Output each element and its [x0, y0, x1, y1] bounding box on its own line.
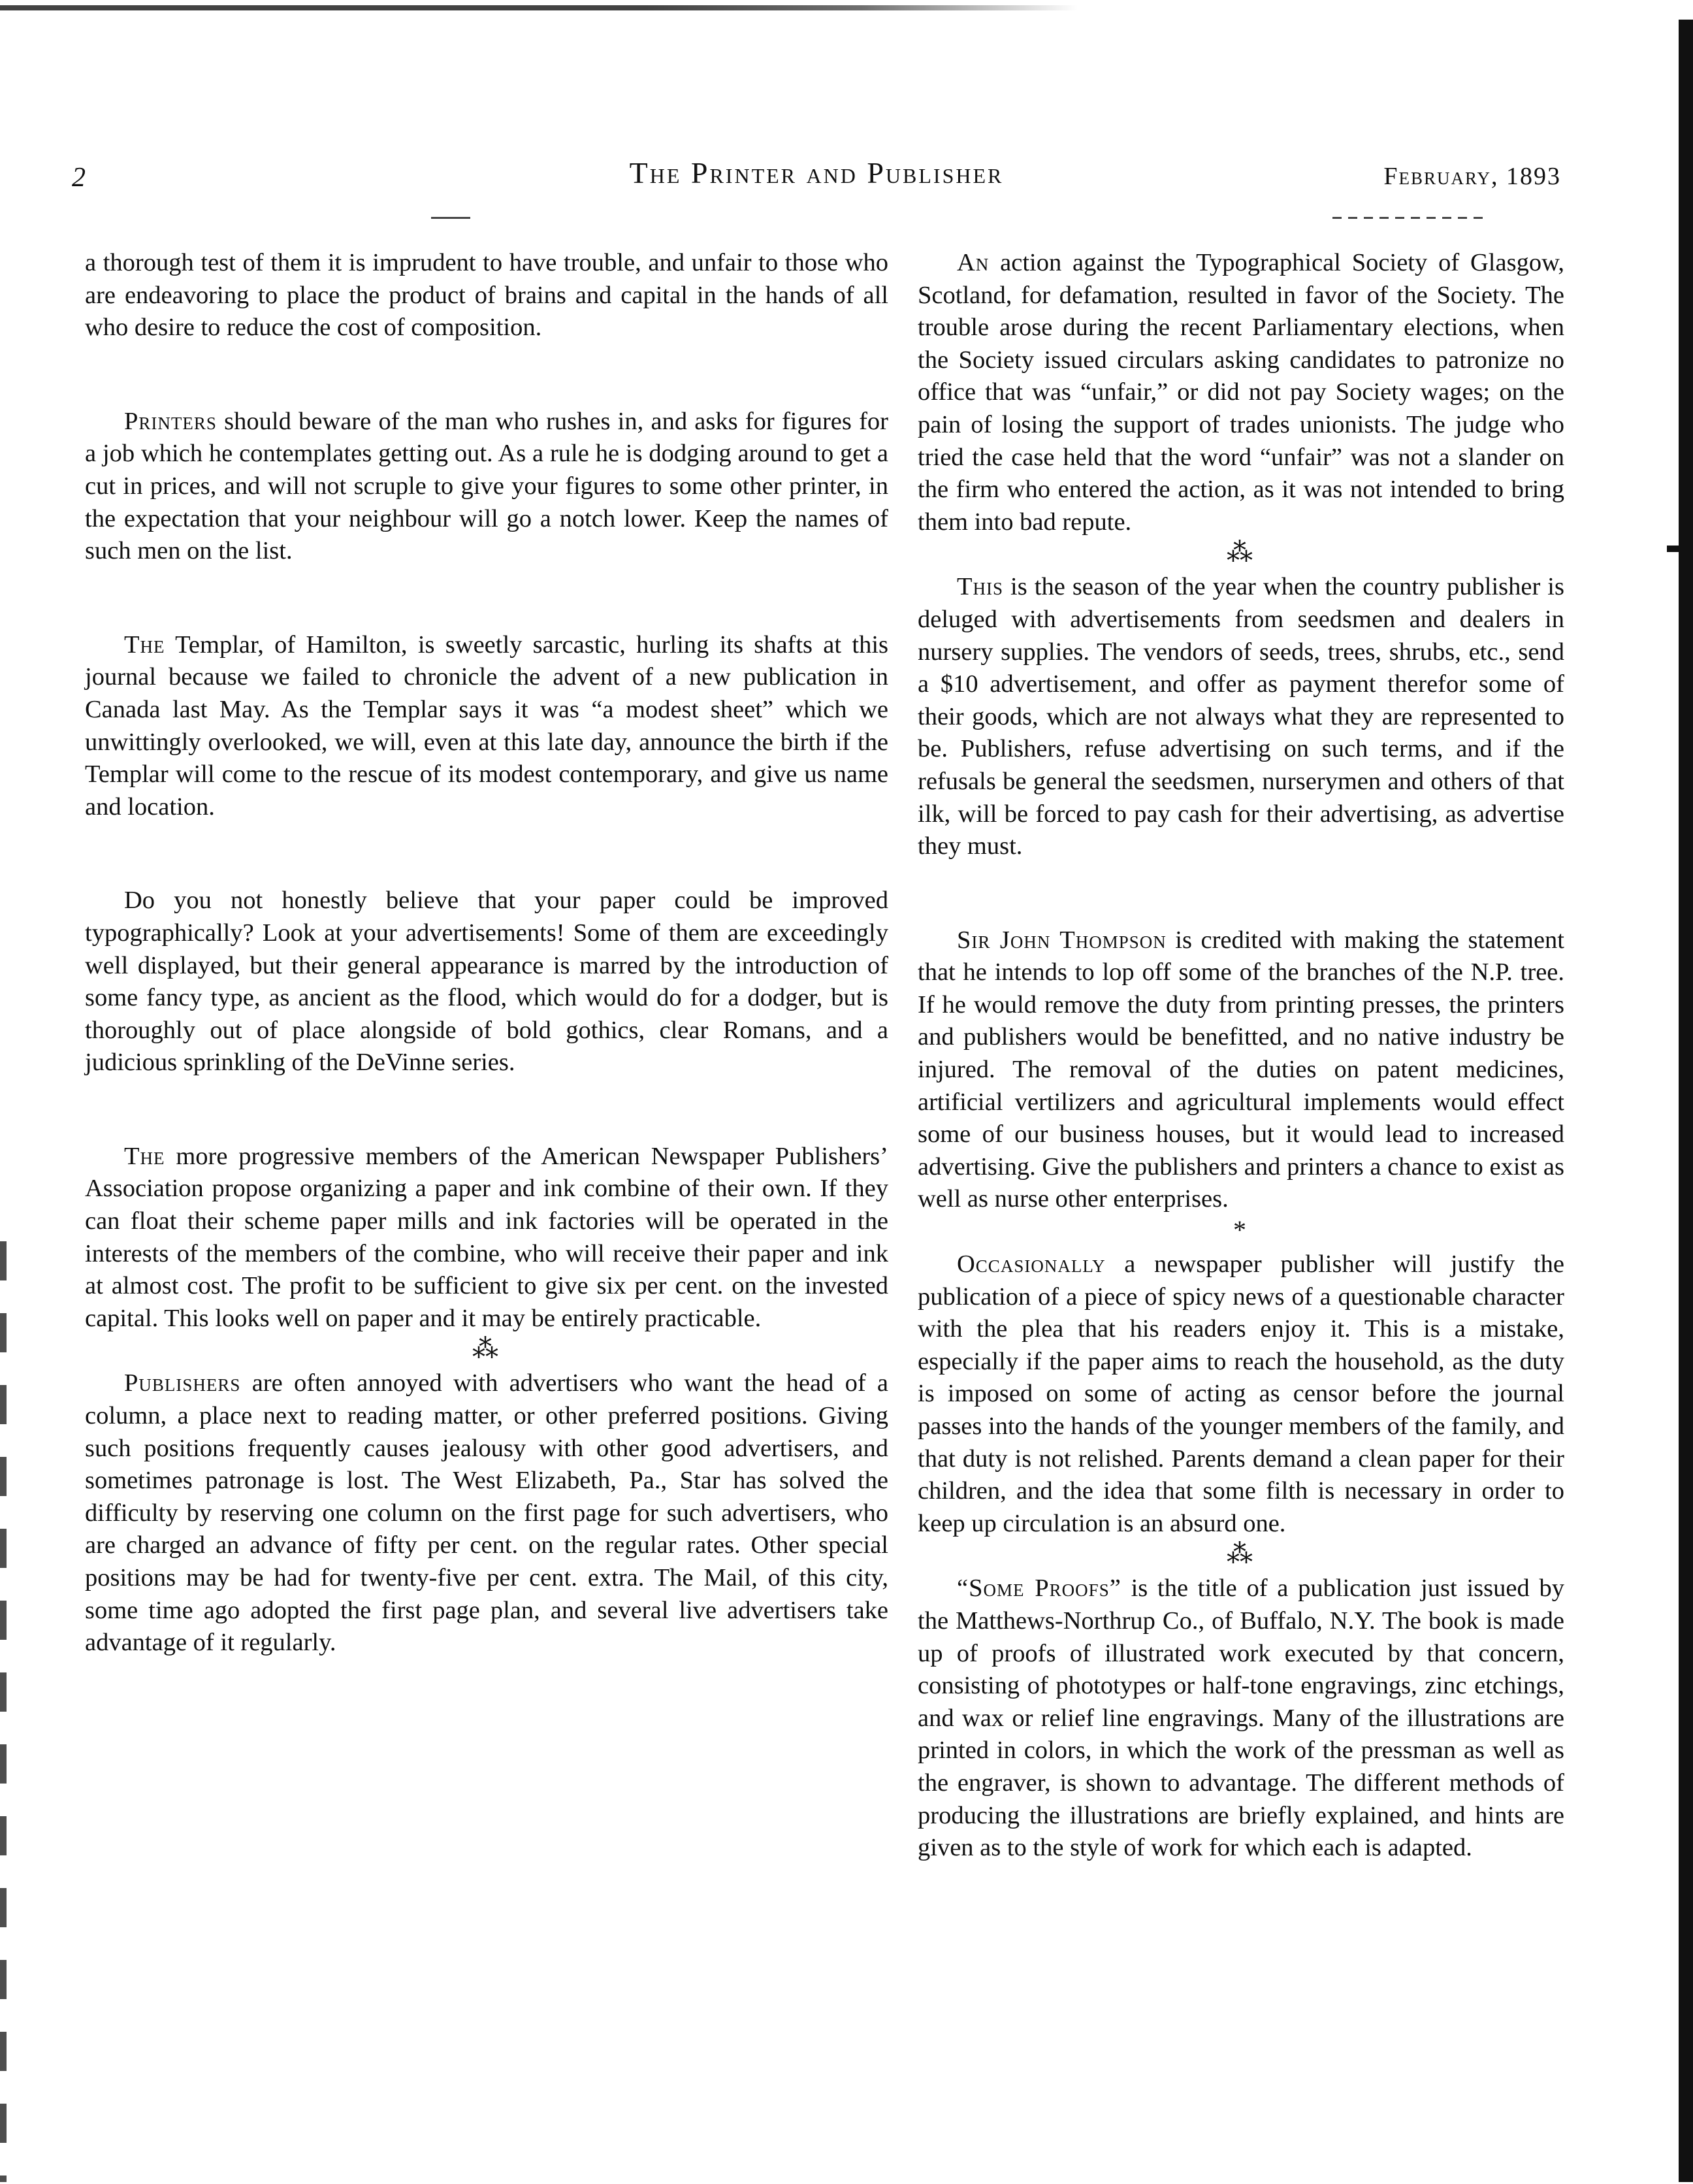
paragraph-preferred-positions [85, 1367, 888, 1659]
paragraph-spacer [918, 863, 1564, 924]
paragraph-body: action against the Typographical Society of Glasgow, Scotland, for defamation, resulted in favor of the Society. The trouble arose during the recent Parliamentary elections, when the Society issued circulars asking candidates to patronize no office that was “unfair,” or did not pay Society wages; on the pain of losing the support of trades unionists. The judge who tried the case held that the word “unfair” was not a slander on the firm who entered the action, as it was not intended to bring them into bad repute. [918, 249, 1564, 536]
star-ornament: * [1233, 1215, 1249, 1245]
paragraph-body: is credited with making the statement that he intends to lop off some of the branches of the N.P. tree. If he would remove the duty from printing presses, the printers and publishers would be benefitted, and no native industry be injured. The removal of the duties on patent medicines, artificial vertilizers and agricultural implements would effect some of our business houses, but it would lead to increased advertising. Give the publishers and printers a chance to exist as well as nurse other enterprises. [918, 926, 1565, 1213]
paragraph-body: is the season of the year when the country publisher is deluged with advertisements from seedsmen and dealers in nursery supplies. The vendors of seeds, trees, shrubs, etc., send a $10 advertisement, and offer as payment therefor some of their goods, which are not always what they are represented to be. Publishers, refuse advertising on such terms, and if the refusals be general the seedsmen, nurserymen and others of that ilk, will be forced to pay cash for their advertising, as advertise they must. [918, 573, 1564, 860]
running-header [72, 155, 1561, 208]
asterism-ornament: ⁂ [1227, 538, 1255, 568]
lead-word: An [957, 249, 990, 276]
lead-word: The [124, 630, 165, 659]
scan-right-edge [1679, 20, 1693, 2182]
scan-top-edge [0, 5, 1078, 10]
header-rule-left [431, 217, 470, 219]
paragraph-composition-continued: a thorough test of them it is imprudent to have trouble, and unfair to those who are endeavoring to place the product of brains and capital in the hands of all who desire to reduce the cost of composition. [85, 249, 888, 342]
lead-word: Publishers [124, 1369, 241, 1397]
lead-word: Printers [124, 407, 217, 435]
paragraph-spacer [85, 823, 888, 885]
lead-word: “Some Proofs” [957, 1574, 1121, 1603]
paragraph-seedsmen [918, 571, 1564, 862]
right-column [918, 247, 1564, 1865]
paragraph-typography: Do you not honestly believe that your paper could be improved typographically? Look at your advertisements! Some of them are exceedingly well displayed, but their general appearance is marred by the introduction of some fancy type, as ancient as the flood, which would do for a dodger, but is thoroughly out of place alongside of bold gothics, clear Romans, and a judicious sprinkling of the DeVinne series. [85, 887, 888, 1077]
paragraph-body: are often annoyed with advertisers who want the head of a column, a place next to reading matter, or other preferred positions. Giving such positions frequently causes jealousy with other good advertisers, and sometimes patronage is lost. The West Elizabeth, Pa., Star has solved the difficulty by reserving one column on the first page for such advertisers, who are charged an advance of fifty per cent. on the regular rates. Other special positions may be had for twenty-five per cent. extra. The Mail, of this city, some time ago adopted the first page plan, and several live advertisers take advantage of it regularly. [85, 1369, 888, 1657]
paragraph-sir-john-thompson [918, 924, 1564, 1216]
paragraph-printers [85, 406, 888, 568]
paragraph-body: Templar, of Hamilton, is sweetly sarcastic, hurling its shafts at this journal because we failed to chronicle the advent of a new publication in Canada last May. As the Templar says it was “a modest sheet” which we unwittingly overlooked, we will, even at this late day, announce the birth if the Templar will come to the rescue of its modest contemporary, and give us name and location. [85, 630, 888, 821]
lead-word: Occasionally [957, 1250, 1106, 1279]
lead-word: The [124, 1142, 165, 1170]
lead-word: Sir John Thompson [957, 926, 1167, 954]
paragraph-publishers-association [85, 1141, 888, 1335]
paragraph-some-proofs [918, 1573, 1564, 1864]
paragraph-spacer [85, 568, 888, 629]
issue-date: February, 1893 [1383, 163, 1561, 190]
asterism-ornament: ⁂ [472, 1334, 501, 1364]
asterism-ornament: ⁂ [1227, 1539, 1255, 1569]
paragraph-spacer [85, 1079, 888, 1141]
scan-right-notch [1667, 546, 1679, 552]
header-rule-right [1332, 217, 1489, 219]
paragraph-spicy-news [918, 1248, 1564, 1540]
page-number: 2 [72, 163, 86, 193]
paragraph-body: a newspaper publisher will justify the publication of a piece of spicy news of a questionable character with the plea that his readers enjoy it. This is a mistake, especially if the paper aims to reach the household, as the duty is imposed on some of acting as censor before the journal passes into the hands of the younger members of the family, and that duty is not relished. Parents demand a clean paper for their children, and the idea that some filth is necessary in order to keep up circulation is an absurd one. [918, 1250, 1564, 1537]
paragraph-spacer [85, 344, 888, 406]
left-column [85, 247, 888, 1659]
paragraph-body: is the title of a publication just issued by the Matthews-Northrup Co., of Buffalo, N.Y. The book is made up of proofs of illustrated work executed by that concern, consisting of phototypes or half-tone engravings, zinc etchings, and wax or relief line engravings. Many of the illustrations are printed in colors, in which the work of the pressman as well as the engraver, is shown to advantage. The different methods of producing the illustrations are briefly explained, and hints are given as to the style of work for which each is adapted. [918, 1574, 1564, 1862]
paragraph-body: more progressive members of the American Newspaper Publishers’ Association propose organizing a paper and ink combine of their own. If they can float their scheme paper mills and ink factories will be operated in the interests of the members of the combine, who will receive their paper and ink at almost cost. The profit to be sufficient to give six per cent. on the invested capital. This looks well on paper and it may be entirely practicable. [85, 1142, 888, 1332]
paragraph-glasgow-action [918, 247, 1564, 538]
paragraph-body: should beware of the man who rushes in, and asks for figures for a job which he contemplates getting out. As a rule he is dodging around to get a cut in prices, and will not scruple to give your figures to some other printer, in the expectation that your neighbour will go a notch lower. Keep the names of such men on the list. [85, 407, 888, 565]
lead-word: This [957, 573, 1004, 601]
scan-left-edge [0, 1241, 7, 2182]
paragraph-templar [85, 629, 888, 824]
journal-title: The Printer and Publisher [629, 156, 1004, 189]
